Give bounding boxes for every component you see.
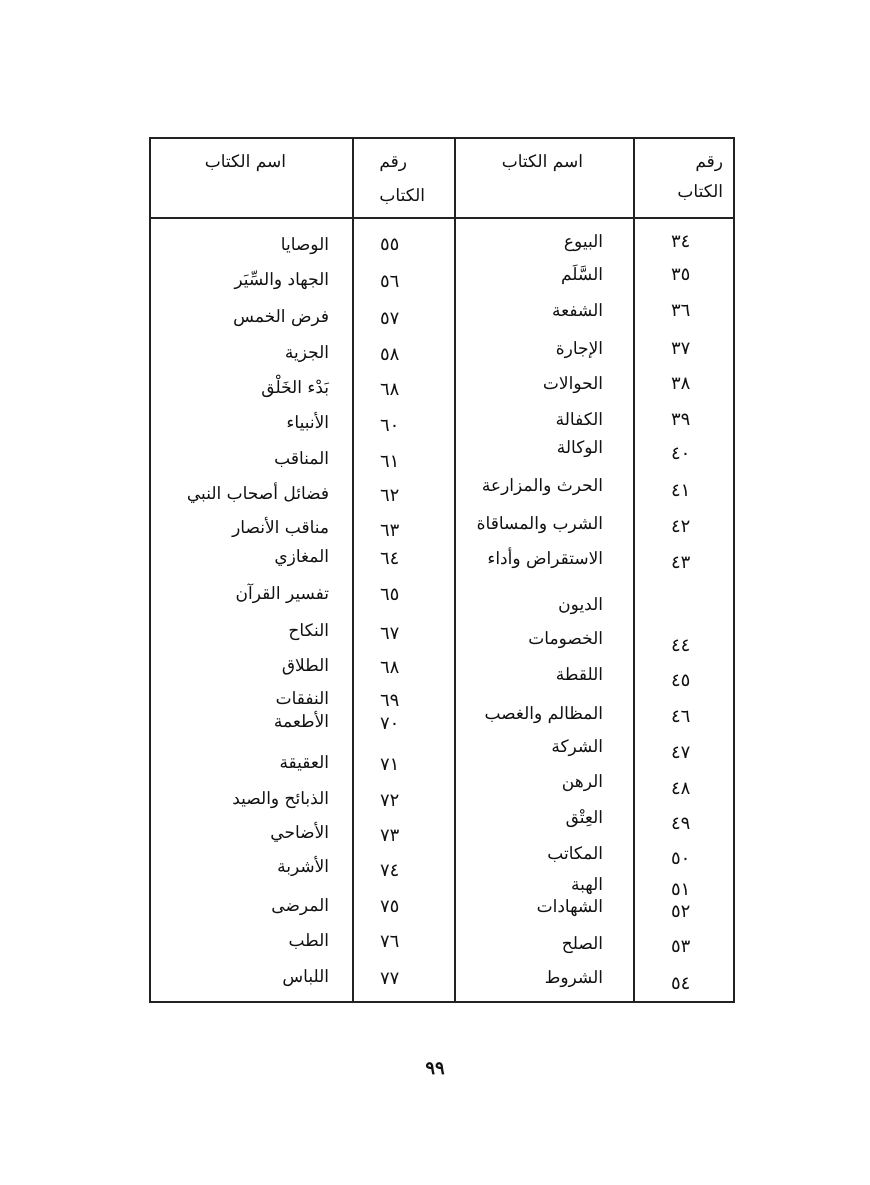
right-row-number: ٣٤ — [671, 231, 691, 252]
page-number: ٩٩ — [425, 1058, 445, 1079]
left-row-name: الأشربة — [277, 857, 329, 877]
left-row-number: ٦٧ — [380, 623, 400, 644]
right-row-name: البيوع — [563, 232, 603, 252]
right-row-name: الحرث والمزارعة — [481, 476, 603, 496]
left-row-number: ٦٣ — [380, 520, 400, 541]
right-row-name: الرهن — [561, 772, 603, 792]
right-row-number: ٤٩ — [671, 813, 691, 834]
right-row-number: ٣٨ — [671, 373, 691, 394]
left-row-name: الذبائح والصيد — [232, 789, 329, 809]
left-row-name: المغازي — [274, 547, 329, 567]
left-row-name: تفسير القرآن — [235, 584, 329, 604]
right-row-number: ٤٧ — [671, 742, 691, 763]
right-row-number: ٤٥ — [671, 670, 691, 691]
left-row-number: ٦٤ — [380, 548, 400, 569]
right-row-name: الشفعة — [552, 301, 603, 321]
right-row-name: المكاتب — [547, 844, 603, 864]
right-row-number: ٤٦ — [671, 706, 691, 727]
right-row-number: ٤٢ — [671, 516, 691, 537]
right-row-number: ٥١ — [671, 879, 691, 900]
left-row-number: ٧٠ — [380, 713, 400, 734]
left-row-number: ٧٦ — [380, 931, 400, 952]
left-row-number: ٧٤ — [380, 860, 400, 881]
left-row-name: الجزية — [284, 343, 329, 363]
left-row-name: اللباس — [282, 967, 329, 987]
right-row-name: السَّلَم — [560, 265, 603, 285]
column-divider — [352, 139, 354, 1001]
left-row-name: بَدْء الخَلْق — [261, 378, 329, 398]
column-divider — [454, 139, 456, 1001]
header-divider — [151, 217, 733, 219]
left-row-name: العقيقة — [279, 753, 329, 773]
right-row-name: المظالم والغصب — [484, 704, 603, 724]
left-row-name: الطلاق — [281, 656, 329, 676]
right-row-number: ٣٧ — [671, 338, 691, 359]
left-row-number: ٧٧ — [380, 968, 400, 989]
right-row-name: العِتْق — [565, 808, 603, 828]
right-row-name: الاستقراض وأداء — [487, 549, 603, 569]
right-row-name: الإجارة — [555, 339, 603, 359]
right-row-name: الديون — [558, 595, 603, 615]
left-row-name: مناقب الأنصار — [232, 518, 329, 538]
left-row-number: ٥٥ — [380, 234, 400, 255]
right-row-number: ٣٥ — [671, 264, 691, 285]
right-row-number: ٥٢ — [671, 901, 691, 922]
left-row-name: الوصايا — [280, 235, 329, 255]
right-row-name: الوكالة — [556, 438, 603, 458]
right-row-name: الشهادات — [536, 897, 603, 917]
left-row-number: ٧٣ — [380, 825, 400, 846]
header-book-number-left-2: الكتاب — [379, 186, 425, 206]
header-book-number-left-1: رقم — [379, 152, 407, 172]
left-row-number: ٦٩ — [380, 690, 400, 711]
left-row-name: المناقب — [274, 449, 329, 469]
right-row-name: الشرب والمساقاة — [476, 514, 603, 534]
left-row-number: ٧٥ — [380, 896, 400, 917]
header-book-number-right-1: رقم — [695, 152, 723, 172]
left-row-name: الأطعمة — [273, 712, 329, 732]
left-row-number: ٦٨ — [380, 379, 400, 400]
right-row-name: الصلح — [561, 934, 603, 954]
left-row-number: ٦٢ — [380, 485, 400, 506]
right-row-number: ٤٠ — [671, 443, 691, 464]
left-row-name: المرضى — [271, 896, 329, 916]
header-book-name-left: اسم الكتاب — [204, 152, 286, 172]
books-table — [149, 137, 735, 1003]
column-divider — [633, 139, 635, 1001]
left-row-number: ٥٨ — [380, 344, 400, 365]
right-row-name: الحوالات — [542, 374, 603, 394]
right-row-name: اللقطة — [555, 665, 603, 685]
left-row-number: ٧٢ — [380, 790, 400, 811]
left-row-number: ٧١ — [380, 754, 400, 775]
left-row-number: ٦١ — [380, 451, 400, 472]
right-row-number: ٥٣ — [671, 936, 691, 957]
right-row-name: الكفالة — [555, 410, 603, 430]
right-row-name: الشركة — [551, 737, 603, 757]
left-row-number: ٦٠ — [380, 415, 400, 436]
right-row-number: ٣٩ — [671, 409, 691, 430]
right-row-number: ٤٨ — [671, 778, 691, 799]
left-row-number: ٦٥ — [380, 584, 400, 605]
header-book-number-right-2: الكتاب — [677, 182, 723, 202]
right-row-number: ٤٤ — [671, 635, 691, 656]
left-row-name: الطب — [288, 931, 329, 951]
left-row-number: ٦٨ — [380, 657, 400, 678]
right-row-number: ٣٦ — [671, 300, 691, 321]
right-row-name: الشروط — [544, 968, 603, 988]
left-row-number: ٥٧ — [380, 308, 400, 329]
left-row-name: الأضاحي — [270, 823, 329, 843]
left-row-name: فرض الخمس — [233, 307, 329, 327]
right-row-number: ٤٣ — [671, 552, 691, 573]
right-row-number: ٥٤ — [671, 973, 691, 994]
left-row-name: فضائل أصحاب النبي — [186, 484, 329, 504]
right-row-name: الهبة — [571, 875, 603, 895]
left-row-name: النكاح — [288, 621, 329, 641]
right-row-number: ٥٠ — [671, 848, 691, 869]
right-row-number: ٤١ — [671, 480, 691, 501]
left-row-name: النفقات — [275, 689, 329, 709]
left-row-name: الأنبياء — [286, 413, 329, 433]
left-row-name: الجهاد والسِّيَر — [234, 270, 329, 290]
left-row-number: ٥٦ — [380, 271, 400, 292]
right-row-name: الخصومات — [528, 629, 603, 649]
header-book-name-right: اسم الكتاب — [501, 152, 583, 172]
